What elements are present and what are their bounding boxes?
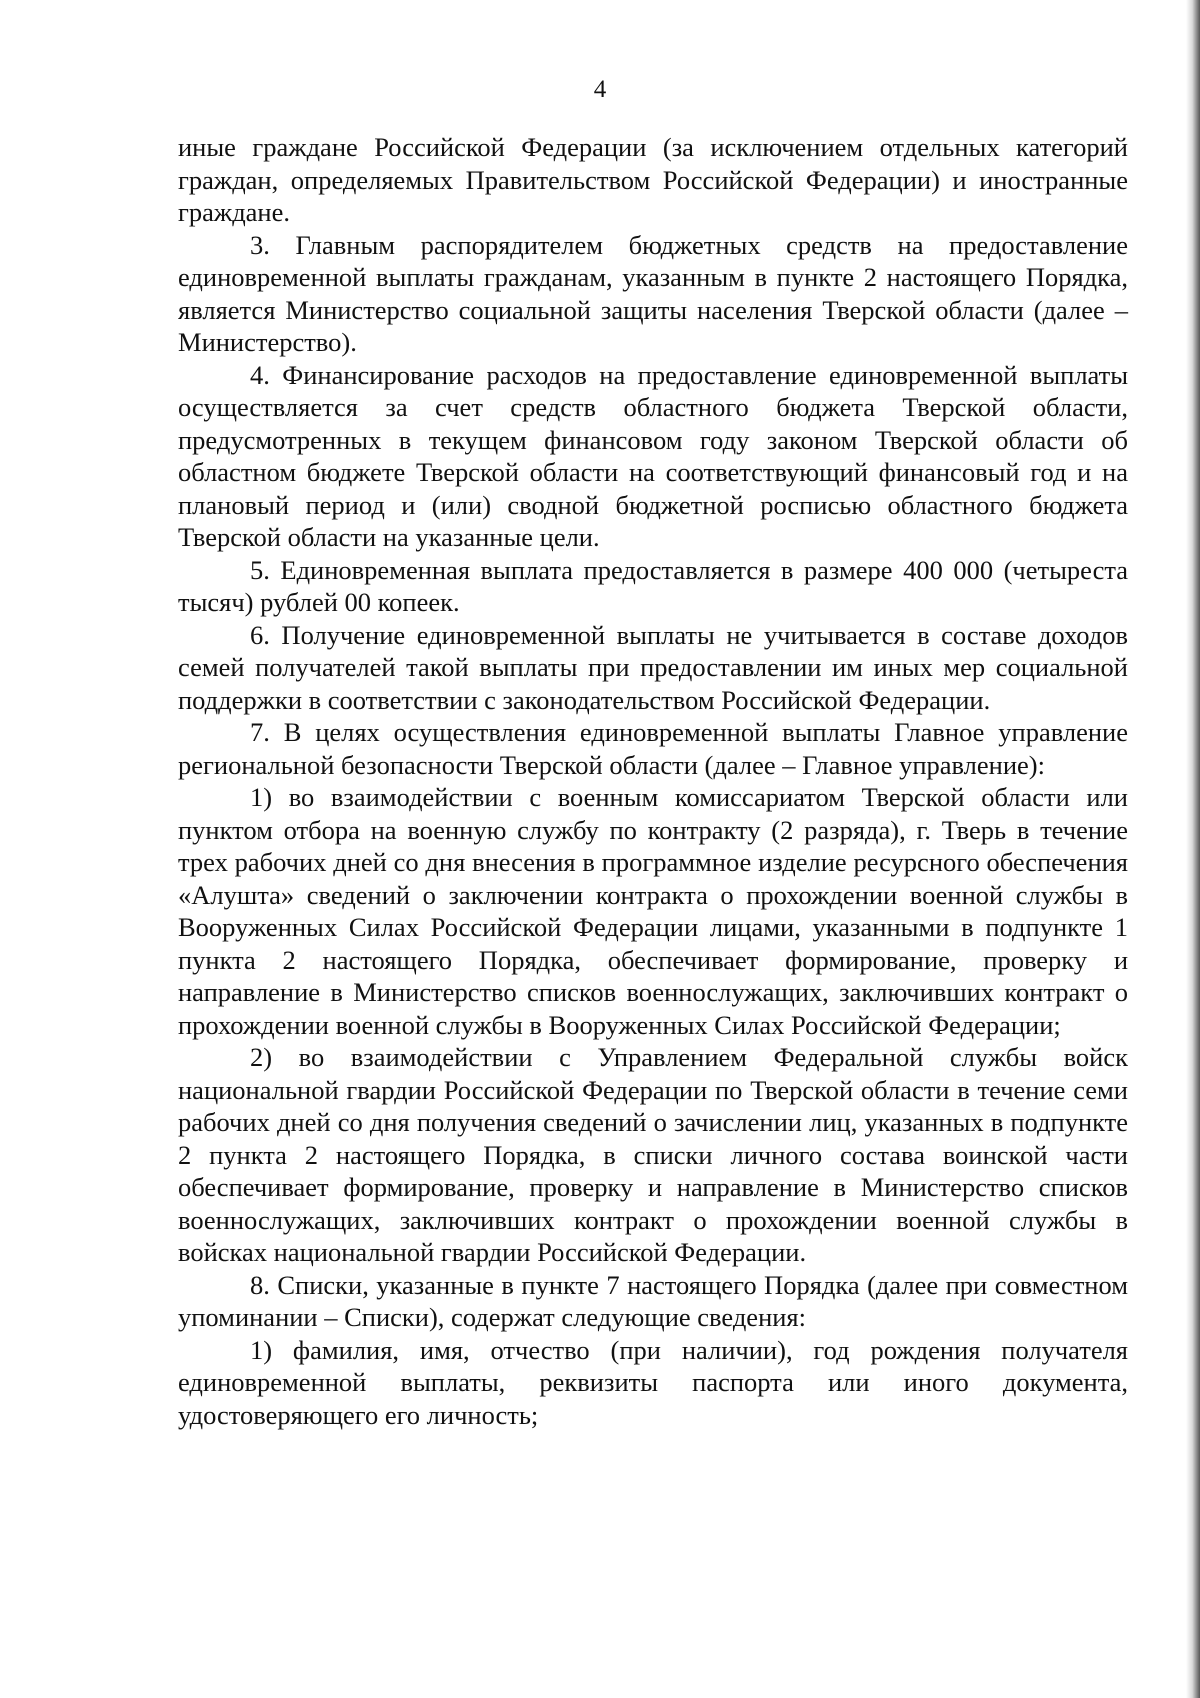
paragraph-item-4: 4. Финансирование расходов на предоставление единовременной выплаты осуществляется за счет средств областного бюджета Тверской области, предусмотренных в текущем финансовом году законом Тверской области об областном бюджете Тверской области на соответствующий финансовый год и на плановый период и (или) сводной бюджетной росписью областного бюджета Тверской области на указанные цели. bbox=[178, 359, 1128, 552]
document-body bbox=[178, 131, 1128, 1431]
paragraph-item-8: 8. Списки, указанные в пункте 7 настоящего Порядка (далее при совместном упоминании – Списки), содержат следующие сведения: bbox=[178, 1269, 1128, 1332]
paragraph-item-3: 3. Главным распорядителем бюджетных средств на предоставление единовременной выплаты гражданам, указанным в пункте 2 настоящего Порядка, является Министерство социальной защиты населения Тверской области (далее – Министерство). bbox=[178, 229, 1128, 357]
scan-edge-shadow bbox=[1186, 0, 1200, 1698]
paragraph-item-6: 6. Получение единовременной выплаты не учитывается в составе доходов семей получателей такой выплаты при предоставлении им иных мер социальной поддержки в соответствии с законодательством Российской Федерации. bbox=[178, 619, 1128, 715]
paragraph-subitem-7-1: 1) во взаимодействии с военным комиссариатом Тверской области или пунктом отбора на военную службу по контракту (2 разряда), г. Тверь в течение трех рабочих дней со дня внесения в программное изделие ресурсного обеспечения «Алушта» сведений о заключении контракта о прохождении военной службы в Вооруженных Силах Российской Федерации лицами, указанными в подпункте 1 пункта 2 настоящего Порядка, обеспечивает формирование, проверку и направление в Министерство списков военнослужащих, заключивших контракт о прохождении военной службы в Вооруженных Силах Российской Федерации; bbox=[178, 782, 1128, 1040]
page-number: 4 bbox=[593, 76, 607, 103]
paragraph-item-7: 7. В целях осуществления единовременной выплаты Главное управление региональной безопасности Тверской области (далее – Главное управление): bbox=[178, 717, 1128, 780]
paragraph-subitem-8-1: 1) фамилия, имя, отчество (при наличии), год рождения получателя единовременной выплаты, реквизиты паспорта или иного документа, удостоверяющего его личность; bbox=[178, 1334, 1128, 1430]
paragraph-item-5: 5. Единовременная выплата предоставляется в размере 400 000 (четыреста тысяч) рублей 00 копеек. bbox=[178, 554, 1128, 617]
paragraph-subitem-7-2: 2) во взаимодействии с Управлением Федеральной службы войск национальной гвардии Российской Федерации по Тверской области в течение семи рабочих дней со дня получения сведений о зачислении лиц, указанных в подпункте 2 пункта 2 настоящего Порядка, в списки личного состава воинской части обеспечивает формирование, проверку и направление в Министерство списков военнослужащих, заключивших контракт о прохождении военной службы в войсках национальной гвардии Российской Федерации. bbox=[178, 1042, 1128, 1267]
paragraph-continuation: иные граждане Российской Федерации (за исключением отдельных категорий граждан, определяемых Правительством Российской Федерации) и иностранные граждане. bbox=[178, 132, 1128, 227]
